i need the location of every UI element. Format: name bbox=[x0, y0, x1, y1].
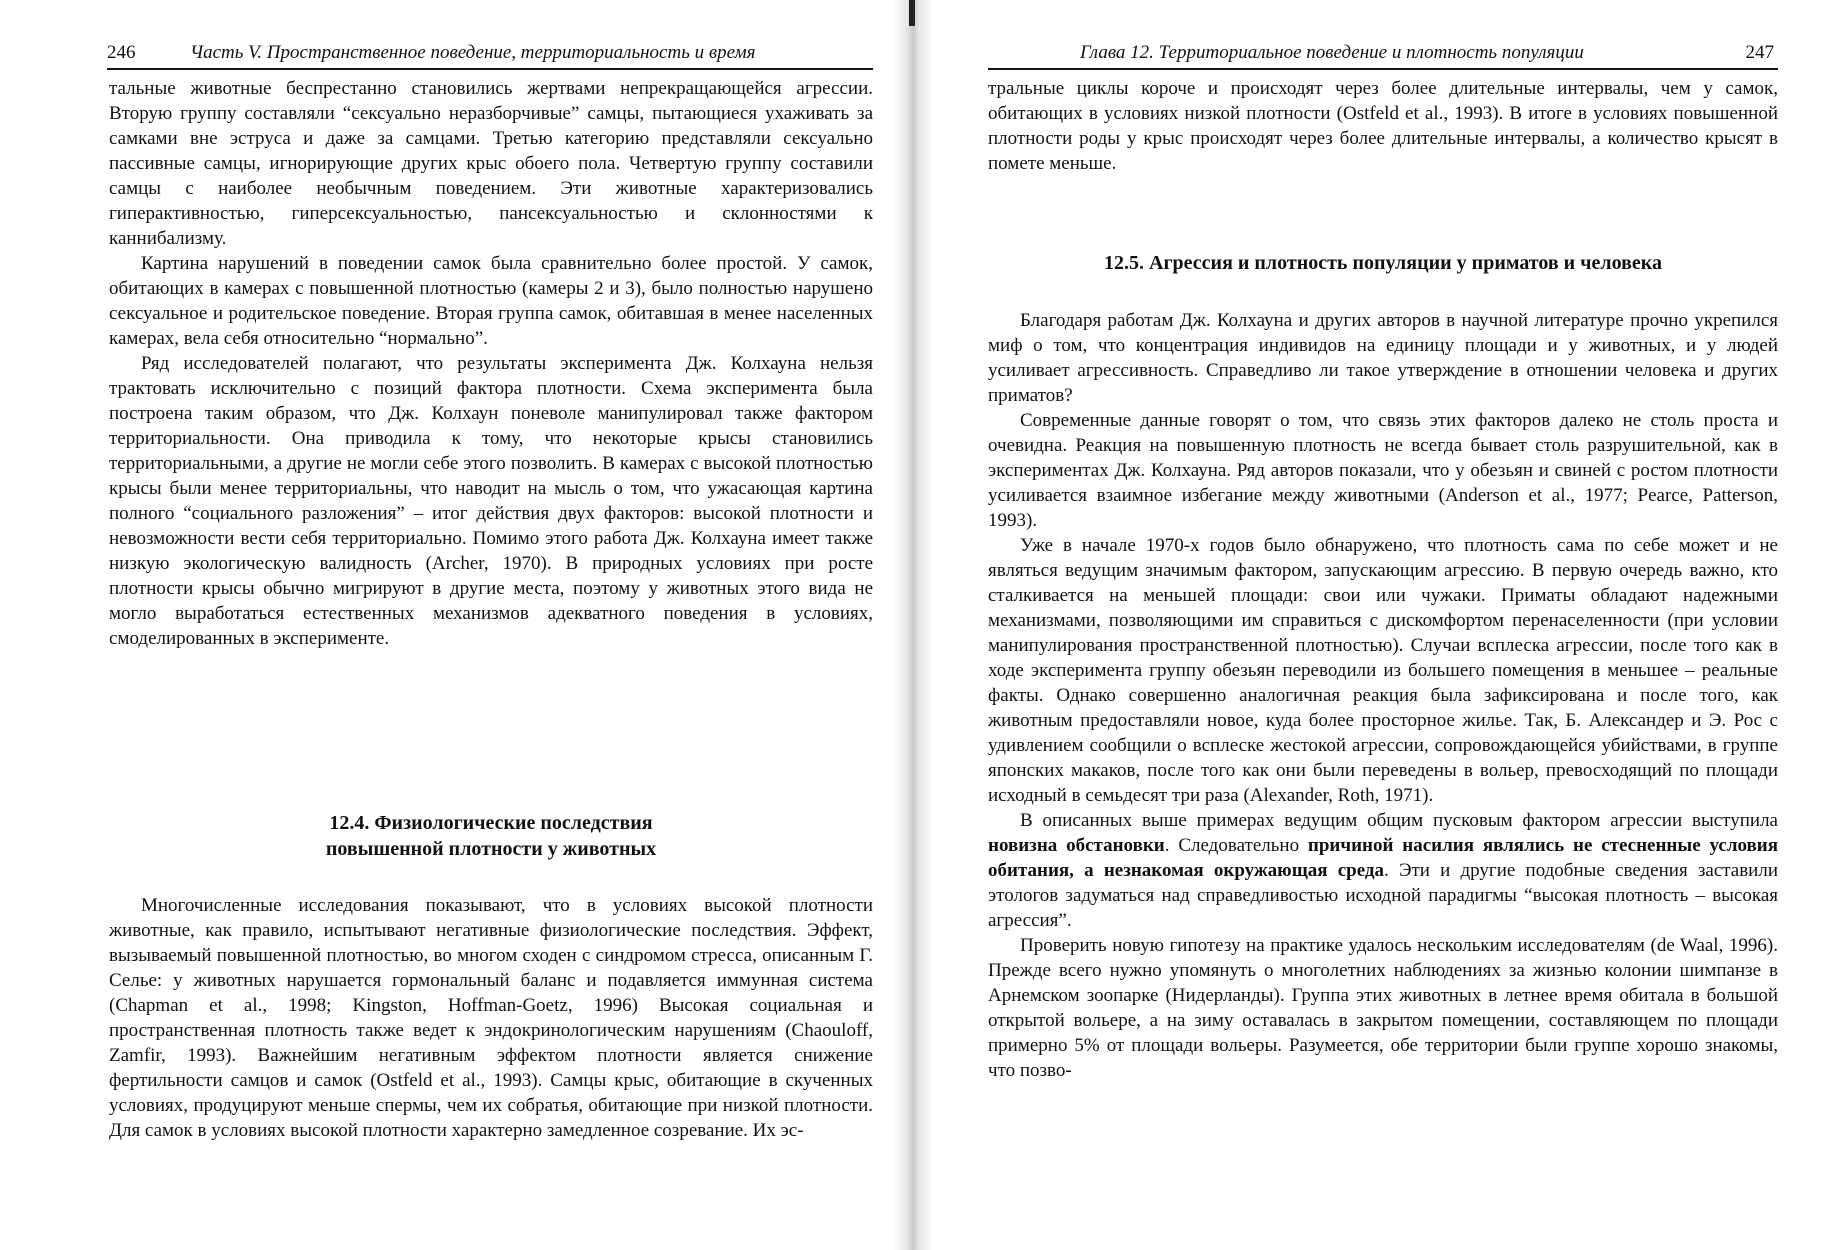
p5-text-mid: . Следовательно bbox=[1164, 835, 1308, 856]
section-heading-12-4 bbox=[109, 810, 873, 862]
right-running-header bbox=[988, 42, 1778, 70]
right-page-number: 247 bbox=[1745, 42, 1774, 63]
right-paragraph-1: тральные циклы короче и происходят через более длительные интервалы, чем у самок, обитающих в условиях низкой плотности (Ostfeld et al., 1993). В итоге в условиях повышенной плотности роды у крыс происходят через более длительные интервалы, а количество крысят в помете меньше. bbox=[988, 78, 1778, 174]
right-paragraph-3: Современные данные говорят о том, что связь этих факторов далеко не столь проста и очевидна. Реакция на повышенную плотность не всегда бывает столь разрушительной, как в экспериментах Дж. Колхауна. Ряд авторов показали, что у обезьян и свиней с ростом плотности усиливается взаимное избегание между животными (Anderson et al., 1977; Pearce, Patterson, 1993). bbox=[988, 410, 1778, 531]
section-heading-line-2: повышенной плотности у животных bbox=[325, 838, 657, 860]
section-heading-12-5: 12.5. Агрессия и плотность популяции у приматов и человека bbox=[1104, 252, 1662, 274]
right-page bbox=[933, 0, 1831, 1250]
right-paragraph-2: Благодаря работам Дж. Колхауна и других авторов в научной литературе прочно укрепился миф о том, что концентрация индивидов на единицу площади и у животных, и у людей усиливает агрессивность. Справедливо ли такое утверждение в отношении человека и других приматов? bbox=[988, 310, 1778, 406]
right-header-title: Глава 12. Территориальное поведение и плотность популяции bbox=[1080, 42, 1584, 63]
right-text-top bbox=[988, 76, 1778, 176]
binding-mark bbox=[909, 0, 915, 26]
left-paragraph-3: Ряд исследователей полагают, что результаты эксперимента Дж. Колхауна нельзя трактовать исключительно с позиций фактора плотности. Схема эксперимента была построена таким образом, что Дж. Колхаун поневоле манипулировал также фактором территориальности. Она приводила к тому, что некоторые крысы становились территориальными, а другие не могли себе этого позволить. В камерах с высокой плотностью крысы были менее территориальны, что наводит на мысль о том, что ужасающая картина полного “социального разложения” – итог действия двух факторов: высокой плотности и невозможности вести себя территориально. Помимо этого работа Дж. Колхауна имеет также низкую экологическую валидность (Archer, 1970). В природных условиях при росте плотности крысы обычно мигрируют в другие места, поэтому у животных этого вида не могло выработаться естественных механизмов адекватного поведения в условиях, смоделированных в эксперименте. bbox=[109, 353, 873, 649]
left-page-number: 246 bbox=[107, 42, 136, 63]
right-paragraph-4: Уже в начале 1970-х годов было обнаружено, что плотность сама по себе может и не являться ведущим значимым фактором, запускающим агрессию. В первую очередь важно, кто сталкивается на меньшей площади: свои или чужаки. Приматы обладают надежными механизмами, позволяющими им справиться с дискомфортом перенаселенности (при условии манипулирования пространственной плотностью). Случаи всплеска агрессии, после того как в ходе эксперимента группу обезьян переводили из большего помещения в меньшее – реальные факты. Однако совершенно аналогичная реакция была зафиксирована и после того, как животным предоставляли новое, куда более просторное жилье. Так, Б. Александер и Э. Рос с удивлением сообщили о всплеске жестокой агрессии, сопровождающейся убийствами, в группе японских макаков, после того как они были переведены в вольер, превосходящий по площади исходный в семьдесят три раза (Alexander, Roth, 1971). bbox=[988, 535, 1778, 806]
book-gutter bbox=[893, 0, 933, 1250]
left-text-bottom bbox=[109, 893, 873, 1143]
left-text-top bbox=[109, 76, 873, 651]
left-header-title: Часть V. Пространственное поведение, территориальность и время bbox=[190, 42, 756, 63]
right-paragraph-5 bbox=[988, 808, 1778, 933]
left-running-header bbox=[107, 42, 873, 70]
right-paragraph-6: Проверить новую гипотезу на практике удалось нескольким исследователям (de Waal, 1996). Прежде всего нужно упомянуть о многолетних наблюдениях за жизнью колонии шимпанзе в Арнемском зоопарке (Нидерланды). Группа этих животных в летнее время обитала в большой открытой вольере, а на зиму оставалась в закрытом помещении, составляющем по площади примерно 5% от площади вольеры. Разумеется, обе территории были группе хорошо знакомы, что позво- bbox=[988, 935, 1778, 1081]
left-paragraph-4: Многочисленные исследования показывают, что в условиях высокой плотности животные, как правило, испытывают негативные физиологические последствия. Эффект, вызываемый повышенной плотностью, во многом сходен с синдромом стресса, описанным Г. Селье: у животных нарушается гормональный баланс и подавляется иммунная система (Chapman et al., 1998; Kingston, Hoffman-Goetz, 1996) Высокая социальная и пространственная плотность также ведет к эндокринологическим нарушениям (Chaouloff, Zamfir, 1993). Важнейшим негативным эффектом плотности является снижение фертильности самцов и самок (Ostfeld et al., 1993). Самцы крыс, обитающие в скученных условиях, продуцируют меньше спермы, чем их собратья, обитающие при низкой плотности. Для самок в условиях высокой плотности характерно замедленное созревание. Их эс- bbox=[109, 895, 873, 1141]
section-heading-line-1: 12.4. Физиологические последствия bbox=[329, 812, 653, 834]
p5-bold-cause: причиной насилия являлись не стесненные условия обитания, а незнакомая окружающая среда bbox=[988, 835, 1779, 881]
left-paragraph-2: Картина нарушений в поведении самок была сравнительно более простой. У самок, обитающих в камерах с повышенной плотностью (камеры 2 и 3), было полностью нарушено сексуальное и родительское поведение. Вторая группа самок, обитавшая в менее населенных камерах, вела себя относительно “нормально”. bbox=[109, 253, 873, 349]
right-text-main bbox=[988, 308, 1778, 1083]
p5-text-start: В описанных выше примерах ведущим общим пусковым фактором агрессии выступила bbox=[1020, 810, 1778, 831]
p5-bold-novelty: новизна обстановки bbox=[988, 835, 1165, 856]
left-paragraph-1: тальные животные беспрестанно становились жертвами непрекращающейся агрессии. Вторую группу составляли “сексуально неразборчивые” самцы, пытающиеся ухаживать за самками вне эструса и даже за самцами. Третью категорию представляли сексуально пассивные самцы, игнорирующие других крыс обоего пола. Четвертую группу составили самцы с наиболее необычным поведением. Эти животные характеризовались гиперактивностью, гиперсексуальностью, пансексуальностью и склонностями к каннибализму. bbox=[109, 78, 873, 249]
p5-text-end: . Эти и другие подобные сведения заставили этологов задуматься над справедливостью исходной парадигмы “высокая плотность – высокая агрессия”. bbox=[988, 860, 1779, 931]
left-page bbox=[0, 0, 893, 1250]
